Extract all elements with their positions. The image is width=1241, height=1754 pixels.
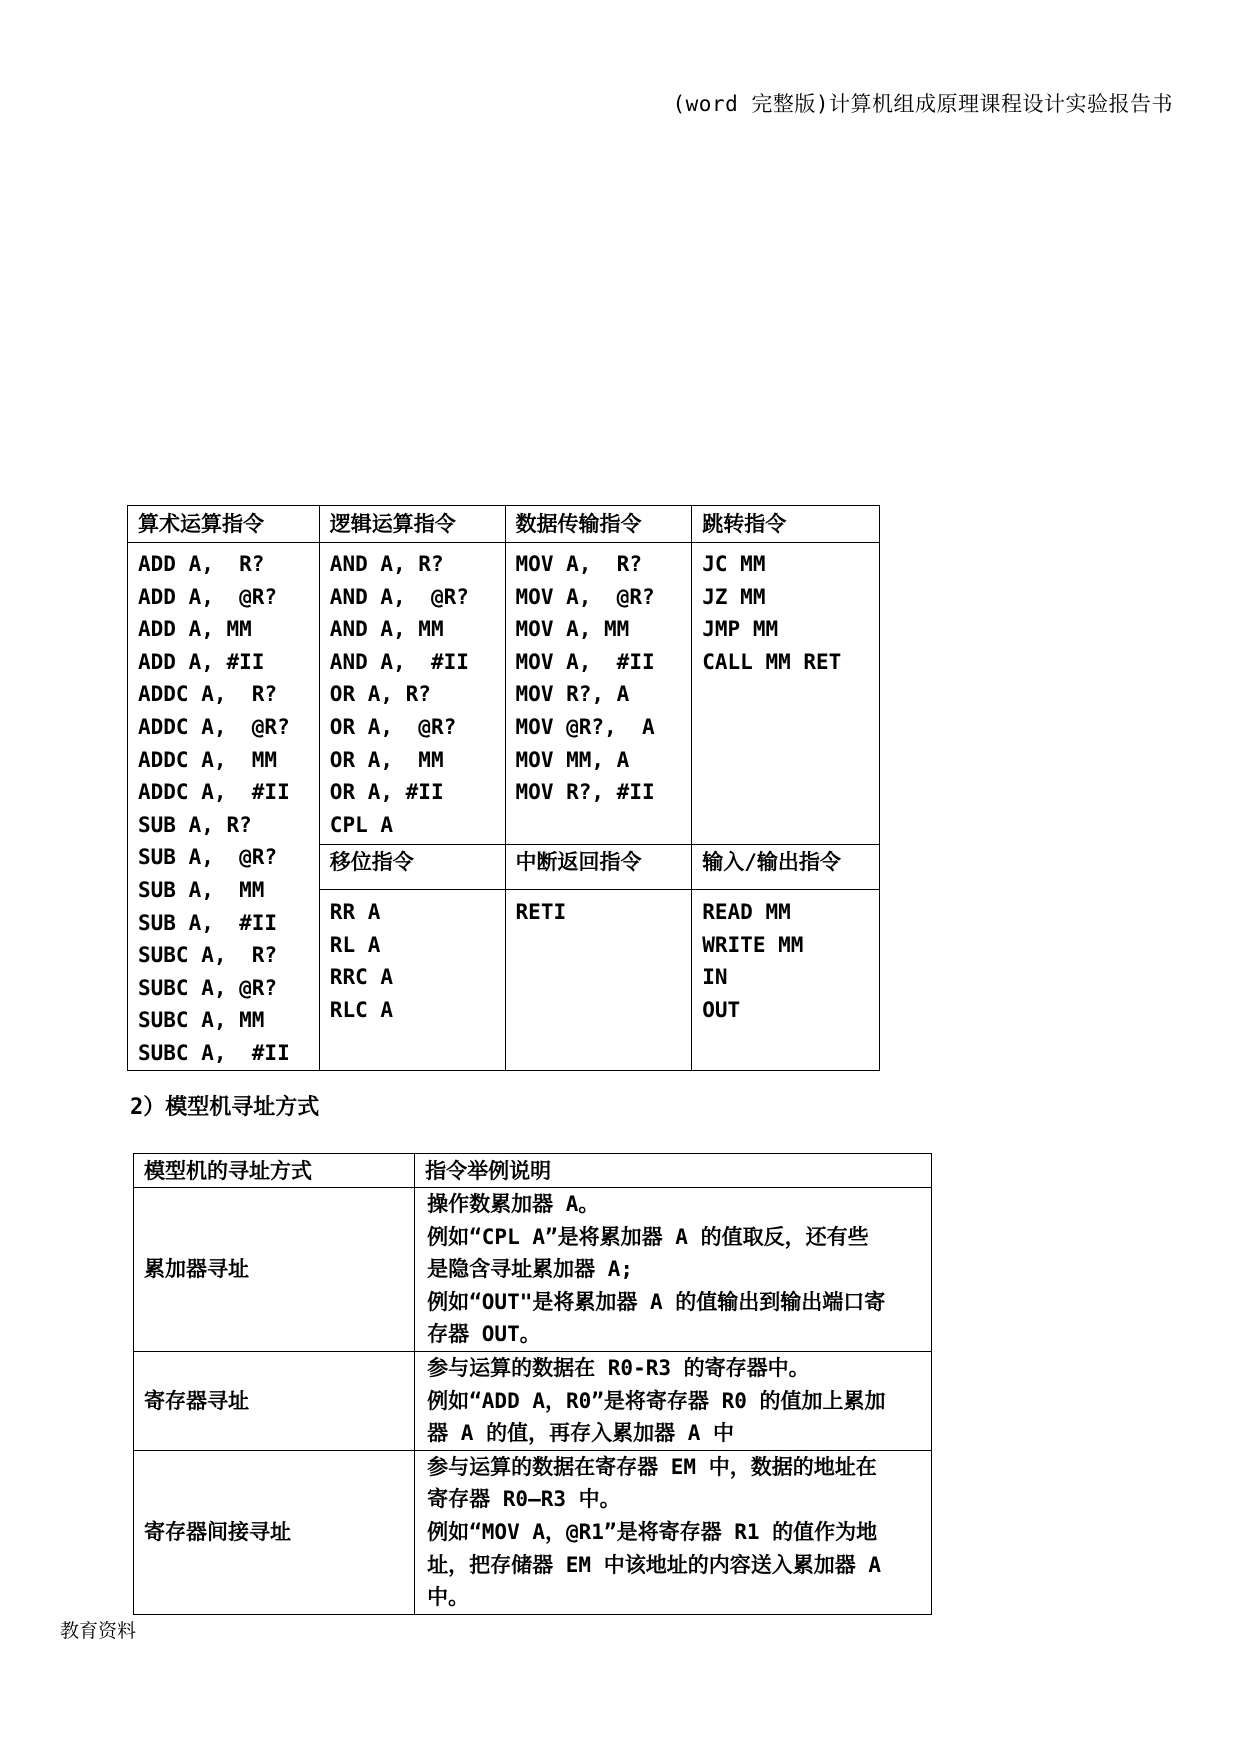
interrupt-cell — [505, 890, 692, 1070]
jump-cell — [692, 543, 880, 845]
jump-line: JZ MM — [702, 584, 766, 609]
io-line: IN — [702, 965, 728, 990]
arith-line: ADD A, R? — [138, 552, 265, 576]
desc-line: 址，把存储器 EM 中该地址的内容送入累加器 A — [427, 1552, 881, 1577]
logic-line: OR A, #II — [329, 780, 444, 805]
desc-line: 参与运算的数据在寄存器 EM 中，数据的地址在 — [427, 1454, 877, 1479]
data-line: MOV @R?, A — [515, 714, 655, 739]
arith-line: SUBC A, @R? — [138, 975, 278, 1000]
jump-line: CALL MM RET — [702, 649, 842, 674]
desc-line: 中。 — [427, 1585, 470, 1610]
section-title: 2）模型机寻址方式 — [130, 1095, 320, 1120]
arith-line: ADDC A, #II — [138, 780, 290, 805]
arith-line: SUBC A, MM — [138, 1008, 265, 1033]
jump-header: 跳转指令 — [692, 506, 880, 543]
data-line: MOV A, R? — [515, 552, 642, 576]
desc-line: 器 A 的值，再存入累加器 A 中 — [427, 1421, 734, 1446]
addressing-desc — [415, 1450, 932, 1614]
arith-header: 算术运算指令 — [128, 506, 320, 543]
logic-line: AND A, R? — [329, 552, 444, 576]
shift-line: RLC A — [329, 997, 394, 1022]
logic-line: CPL A — [329, 812, 394, 837]
arith-line: SUB A, #II — [138, 910, 278, 935]
arith-line: SUB A, MM — [138, 877, 265, 902]
col-desc-header: 指令举例说明 — [415, 1154, 932, 1188]
data-line: MOV R?, A — [515, 682, 630, 707]
desc-line: 参与运算的数据在 R0-R3 的寄存器中。 — [427, 1355, 810, 1380]
logic-line: AND A, MM — [329, 617, 444, 642]
col-mode-header: 模型机的寻址方式 — [134, 1154, 415, 1188]
data-line: MOV A, #II — [515, 649, 655, 674]
logic-line: AND A, #II — [329, 649, 469, 674]
arith-line: SUB A, @R? — [138, 845, 278, 870]
jump-line: JC MM — [702, 552, 766, 576]
desc-line: 例如“MOV A，@R1”是将寄存器 R1 的值作为地 — [427, 1519, 878, 1544]
logic-line: OR A, MM — [329, 747, 444, 772]
jump-line: JMP MM — [702, 617, 779, 642]
io-line: WRITE MM — [702, 932, 804, 957]
addressing-desc — [415, 1351, 932, 1450]
arith-line: ADD A, MM — [138, 617, 252, 642]
arith-line: SUBC A, R? — [138, 943, 278, 968]
interrupt-header: 中断返回指令 — [505, 844, 692, 889]
page-footer: 教育资料 — [60, 1620, 137, 1642]
arith-line: SUBC A, #II — [138, 1040, 290, 1065]
logic-line: OR A, R? — [329, 682, 431, 707]
io-cell — [692, 890, 880, 1070]
desc-line: 例如“ADD A，R0”是将寄存器 R0 的值加上累加 — [427, 1388, 886, 1413]
page-header: (word 完整版)计算机组成原理课程设计实验报告书 — [672, 92, 1173, 116]
shift-cell — [319, 890, 505, 1070]
arith-line: ADDC A, @R? — [138, 714, 290, 739]
desc-line: 例如“OUT"是将累加器 A 的值输出到输出端口寄 — [427, 1289, 886, 1314]
desc-line: 寄存器 R0—R3 中。 — [427, 1487, 621, 1512]
desc-line: 操作数累加器 A。 — [427, 1192, 600, 1216]
arith-line: ADD A, #II — [138, 649, 265, 674]
logic-line: OR A, @R? — [329, 714, 457, 739]
data-line: MOV A, MM — [515, 617, 630, 642]
logic-header: 逻辑运算指令 — [319, 506, 505, 543]
data-cell — [505, 543, 692, 845]
io-line: READ MM — [702, 900, 791, 925]
data-line: MOV A, @R? — [515, 584, 655, 609]
interrupt-line: RETI — [515, 900, 567, 925]
data-line: MOV MM, A — [515, 747, 630, 772]
addressing-table — [133, 1153, 932, 1615]
arith-cell — [128, 543, 320, 1071]
arith-line: ADDC A, MM — [138, 747, 278, 772]
addressing-mode: 累加器寻址 — [134, 1188, 415, 1352]
shift-line: RR A — [329, 900, 381, 925]
arith-line: ADD A, @R? — [138, 584, 278, 609]
arith-line: ADDC A, R? — [138, 682, 278, 707]
shift-header: 移位指令 — [319, 844, 505, 889]
addressing-mode: 寄存器寻址 — [134, 1351, 415, 1450]
arith-line: SUB A, R? — [138, 812, 252, 837]
logic-line: AND A, @R? — [329, 584, 469, 609]
shift-line: RL A — [329, 932, 381, 957]
io-header: 输入/输出指令 — [692, 844, 880, 889]
addressing-mode: 寄存器间接寻址 — [134, 1450, 415, 1614]
desc-line: 是隐含寻址累加器 A; — [427, 1257, 634, 1282]
data-header: 数据传输指令 — [505, 506, 692, 543]
data-line: MOV R?, #II — [515, 780, 655, 805]
io-line: OUT — [702, 997, 741, 1022]
desc-line: 存器 OUT。 — [427, 1322, 541, 1347]
shift-line: RRC A — [329, 965, 394, 990]
logic-cell — [319, 543, 505, 845]
desc-line: 例如“CPL A”是将累加器 A 的值取反，还有些 — [427, 1224, 869, 1249]
instruction-table — [127, 505, 880, 1071]
addressing-desc — [415, 1188, 932, 1352]
